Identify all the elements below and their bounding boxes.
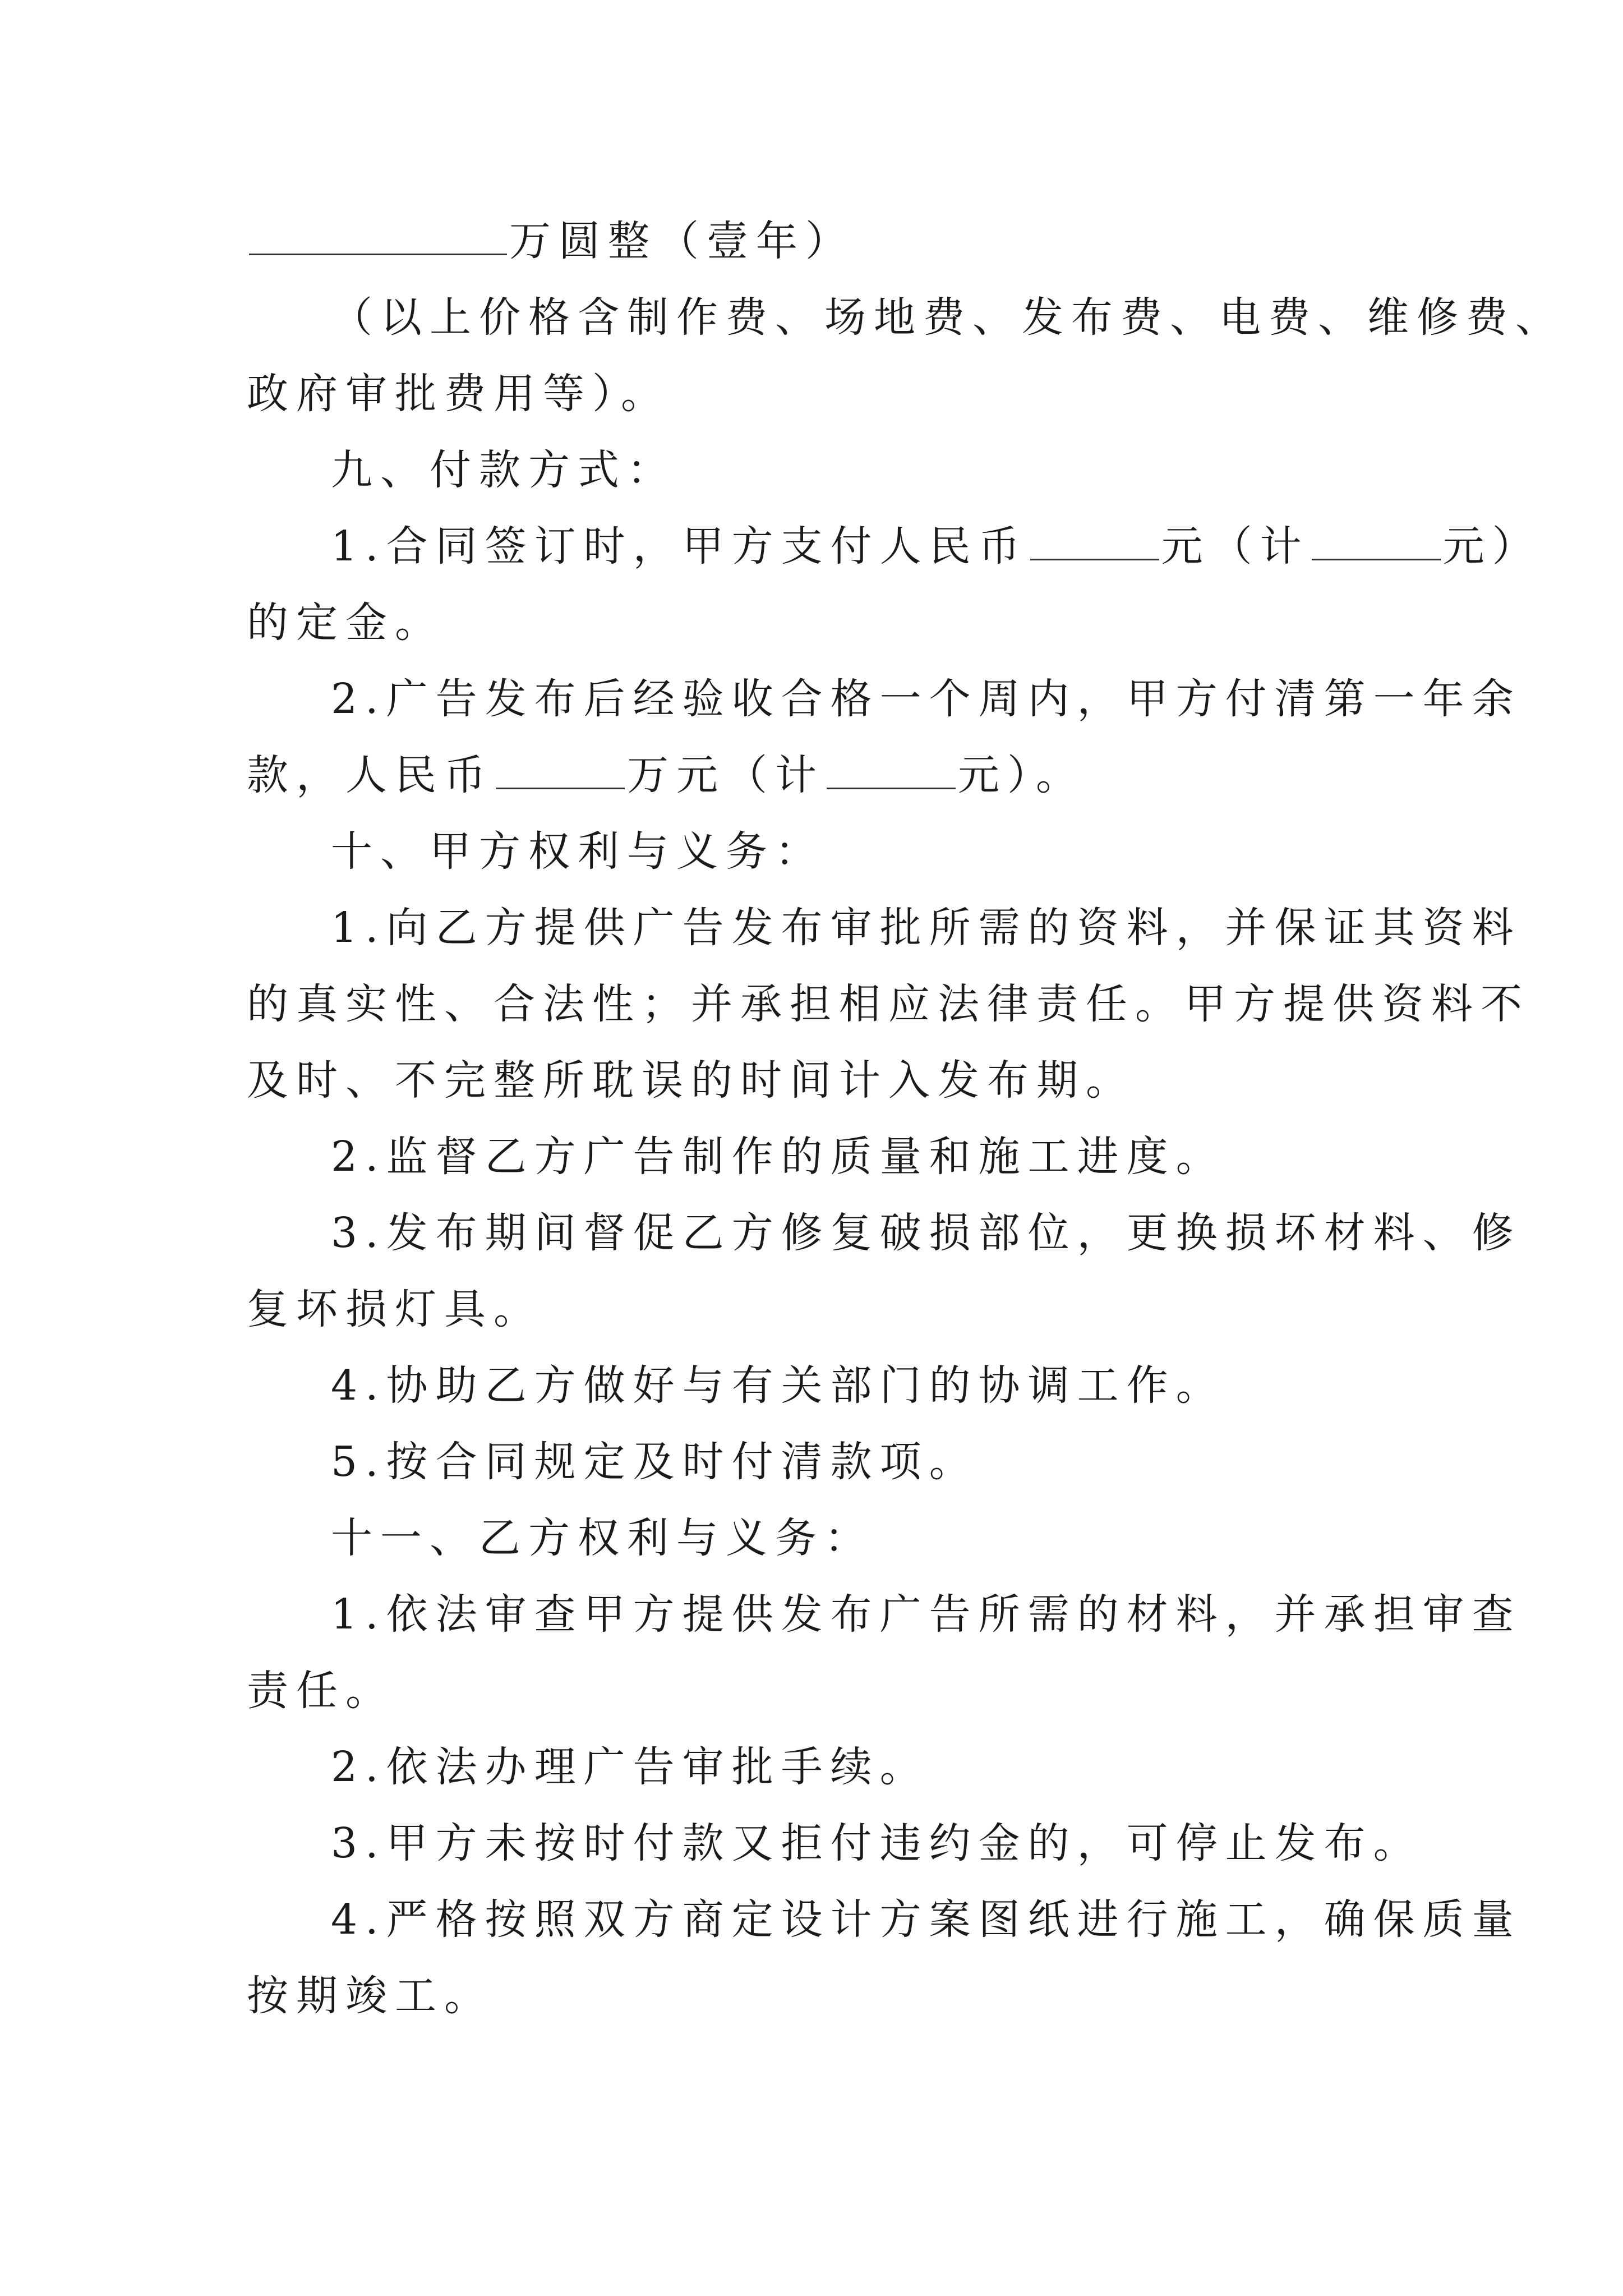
price-line [247, 213, 855, 269]
payment-item-1-line-2: 的定金。 [247, 599, 444, 647]
party-b-item-4-line-2: 按期竣工。 [247, 1972, 494, 2020]
payment-item-1-text-c: 元） [1442, 522, 1542, 570]
price-amount-blank [249, 219, 507, 255]
party-a-heading: 十、甲方权利与义务： [331, 827, 824, 876]
balance-total-blank [827, 753, 956, 789]
party-a-item-3-line-1: 3.发布期间督促乙方修复破损部位，更换损坏材料、修 [331, 1209, 1521, 1257]
deposit-amount-blank [1030, 524, 1159, 560]
payment-item-2-text-b: 万元（计 [627, 751, 824, 799]
party-b-item-3: 3.甲方未按时付款又拒付违约金的，可停止发布。 [331, 1819, 1423, 1867]
payment-item-1-line-1 [331, 518, 1542, 574]
party-a-item-2: 2.监督乙方广告制作的质量和施工进度。 [331, 1133, 1225, 1181]
payment-item-2-line-2 [247, 747, 1085, 803]
party-a-item-1-line-1: 1.向乙方提供广告发布审批所需的资料，并保证其资料 [331, 904, 1521, 952]
payment-item-2-line-1: 2.广告发布后经验收合格一个周内，甲方付清第一年余 [331, 675, 1521, 723]
payment-heading: 九、付款方式： [331, 446, 676, 494]
party-b-item-1-line-1: 1.依法审查甲方提供发布广告所需的材料，并承担审查 [331, 1590, 1521, 1639]
price-amount-suffix: 万圆整（壹年） [509, 217, 855, 265]
payment-item-2-text-a: 款，人民币 [247, 751, 494, 799]
payment-item-1-text-a: 1.合同签订时，甲方支付人民币 [331, 522, 1028, 570]
price-note-line-2: 政府审批费用等）。 [247, 370, 670, 418]
party-b-heading: 十一、乙方权利与义务： [331, 1514, 874, 1562]
party-a-item-5: 5.按合同规定及时付清款项。 [331, 1438, 979, 1486]
party-a-item-1-line-3: 及时、不完整所耽误的时间计入发布期。 [247, 1056, 1135, 1105]
party-a-item-1-line-2: 的真实性、合法性；并承担相应法律责任。甲方提供资料不 [247, 980, 1530, 1028]
party-b-item-4-line-1: 4.严格按照双方商定设计方案图纸进行施工，确保质量 [331, 1895, 1521, 1944]
payment-item-2-text-c: 元）。 [958, 751, 1085, 799]
party-a-item-3-line-2: 复坏损灯具。 [247, 1285, 543, 1333]
party-a-item-4: 4.协助乙方做好与有关部门的协调工作。 [331, 1361, 1225, 1410]
balance-amount-blank [496, 753, 625, 789]
party-b-item-1-line-2: 责任。 [247, 1667, 395, 1715]
price-note-line-1: （以上价格含制作费、场地费、发布费、电费、维修费、 [331, 293, 1565, 342]
deposit-total-blank [1312, 524, 1441, 560]
party-b-item-2: 2.依法办理广告审批手续。 [331, 1743, 929, 1791]
payment-item-1-text-b: 元（计 [1161, 522, 1310, 570]
